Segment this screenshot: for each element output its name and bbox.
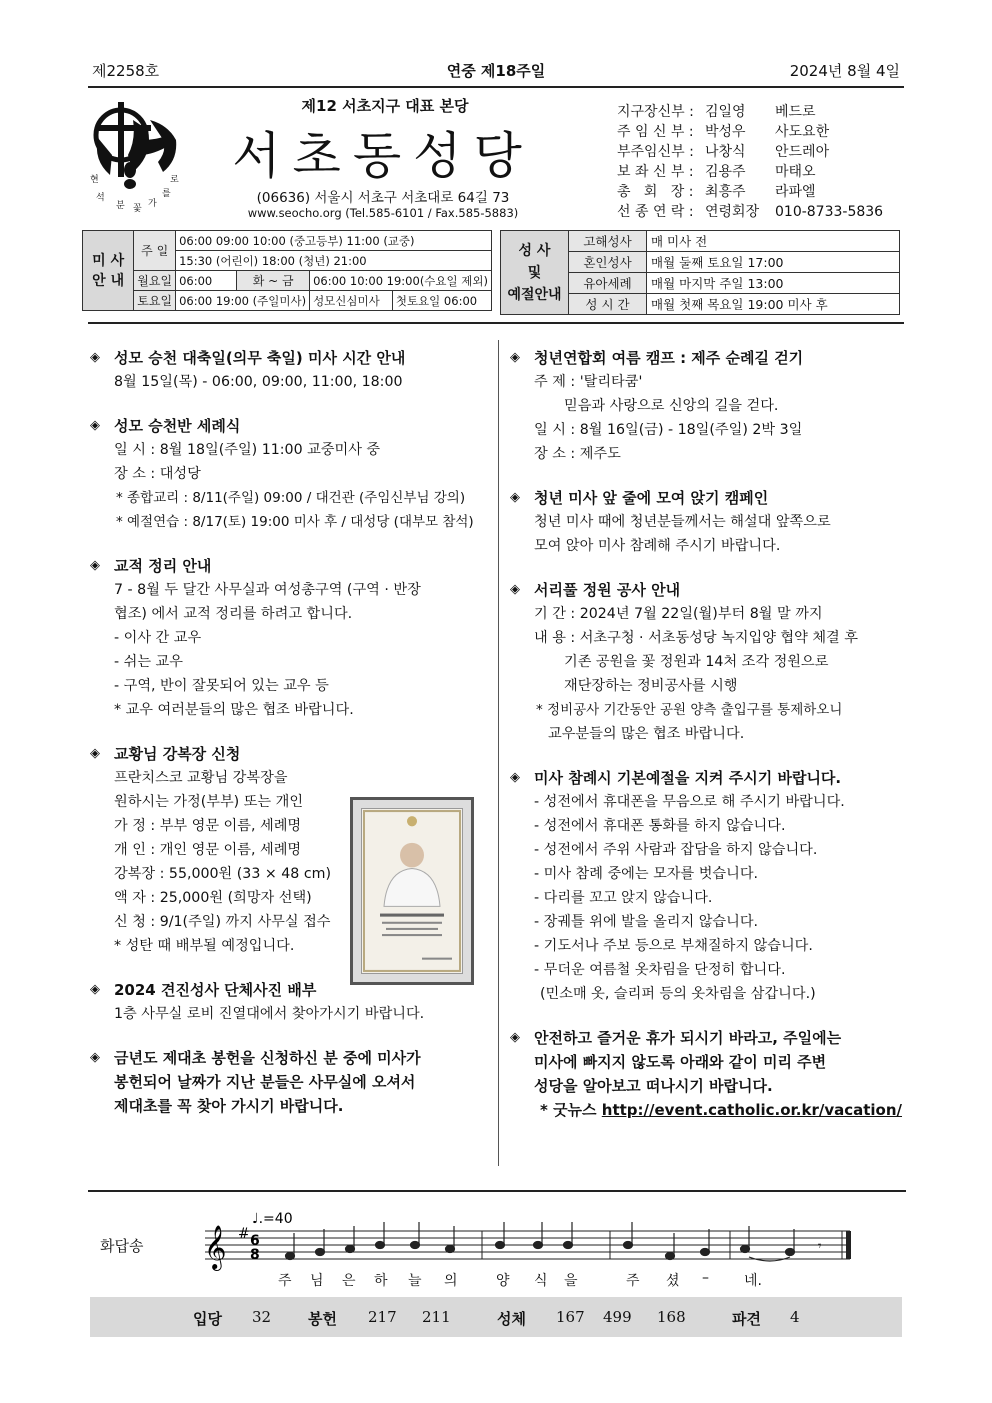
logo-char: 꽃 bbox=[133, 204, 142, 214]
mass-schedule-table bbox=[82, 230, 492, 311]
hymn-numbers-bar bbox=[90, 1297, 902, 1337]
sacrament-type: 유아세례 bbox=[569, 273, 647, 294]
lyric-syllable: 네. bbox=[744, 1273, 762, 1289]
column-divider bbox=[498, 340, 499, 1166]
communion-hymn-1: 167 bbox=[556, 1308, 585, 1326]
liturgical-week: 연중 제18주일 bbox=[446, 62, 546, 80]
diamond-bullet-icon: ◈ bbox=[510, 770, 520, 785]
diamond-bullet-icon: ◈ bbox=[90, 418, 100, 433]
svg-text:6: 6 bbox=[250, 1233, 260, 1249]
logo-char: 분 bbox=[116, 201, 125, 211]
sacrament-type: 고해성사 bbox=[569, 231, 647, 252]
diamond-bullet-icon: ◈ bbox=[90, 982, 100, 997]
sunday-label: 주 일 bbox=[134, 231, 176, 271]
svg-text:𝄞: 𝄞 bbox=[204, 1225, 227, 1269]
notice-youth-front-row: ◈ 청년 미사 앞 줄에 모여 앉기 캠페인 청년 미사 때에 청년분들께서는 해설대 앞쪽으로 모여 앉아 미사 참례해 주시기 바랍니다. bbox=[510, 486, 910, 558]
issue-number: 제2258호 bbox=[92, 62, 160, 80]
notice-vacation: ◈ 안전하고 즐거운 휴가 되시기 바라고, 주일에는 미사에 빠지지 않도록 아래와 같이 미리 주변 성당을 알아보고 떠나시기 바랍니다. * 굿뉴스 http://event.catholic.or.kr/vacation/ bbox=[510, 1026, 910, 1122]
sunday-times-1: 06:00 09:00 10:00 (중고등부) 11:00 (교중) bbox=[176, 231, 492, 251]
diamond-bullet-icon: ◈ bbox=[510, 490, 520, 505]
music-rule bbox=[88, 1190, 906, 1192]
diamond-bullet-icon: ◈ bbox=[90, 746, 100, 761]
notice-confirmation-photo: ◈ 2024 견진성사 단체사진 배부 1층 사무실 로비 진열대에서 찾아가시기 바랍니다. bbox=[90, 978, 490, 1026]
offertory-hymn-2: 211 bbox=[422, 1308, 451, 1326]
sacrament-type: 성 시 간 bbox=[569, 294, 647, 315]
communion-hymn-3: 168 bbox=[657, 1308, 686, 1326]
right-column bbox=[510, 346, 910, 1142]
offertory-label: 봉헌 bbox=[308, 1310, 337, 1328]
saturday-time: 06:00 19:00 (주일미사) bbox=[176, 291, 310, 311]
parish-address: (06636) 서울시 서초구 서초대로 64길 73 bbox=[256, 190, 510, 206]
staff-row: 총 회 장 : 최흥주 라파엘 bbox=[617, 184, 816, 200]
recessional-label: 파견 bbox=[732, 1310, 761, 1328]
logo-char: 석 bbox=[96, 193, 105, 203]
sacrament-info: 매월 첫째 목요일 19:00 미사 후 bbox=[647, 294, 900, 315]
lyric-syllable: 주 bbox=[626, 1273, 640, 1289]
saturday-label: 토요일 bbox=[134, 291, 176, 311]
entrance-label: 입당 bbox=[193, 1310, 222, 1328]
tempo-mark: ♩.=40 bbox=[252, 1211, 293, 1227]
notice-papal-blessing: ◈ 교황님 강복장 신청 프란치스코 교황님 강복장을 원하시는 가정(부부) 또는 개인 가 정 : 부부 영문 이름, 세례명 개 인 : 개인 영문 이름, 세례명 강복장 : 55,000원 (33 × 48 cm) 액 자 : 25,000원 (희망자 선택) 신 청 : 9/1(주일) 까지 사무실 접수 * 성탄 때 배부될 예정입니다. bbox=[90, 742, 490, 958]
sacrament-type: 혼인성사 bbox=[569, 252, 647, 273]
monday-time: 06:00 bbox=[176, 271, 237, 291]
svg-text:#: # bbox=[238, 1226, 250, 1242]
weekday-time: 06:00 10:00 19:00(수요일 제외) bbox=[310, 271, 492, 291]
sacrament-table bbox=[500, 230, 900, 315]
psalm-label: 화답송 bbox=[100, 1237, 144, 1255]
lyric-syllable: – bbox=[702, 1270, 709, 1286]
logo-char: 를 bbox=[162, 189, 171, 199]
lyric-syllable: 식 bbox=[534, 1273, 548, 1289]
diamond-bullet-icon: ◈ bbox=[90, 558, 100, 573]
staff-row: 부주임신부 : 나창식 안드레아 bbox=[617, 144, 830, 160]
diamond-bullet-icon: ◈ bbox=[510, 582, 520, 597]
issue-date: 2024년 8월 4일 bbox=[789, 62, 900, 80]
masthead-title: 서초동성당 bbox=[232, 127, 534, 185]
staff-row: 보 좌 신 부 : 김용주 마태오 bbox=[617, 164, 816, 180]
sacrament-info: 매 미사 전 bbox=[647, 231, 900, 252]
pope-portrait-icon bbox=[362, 809, 462, 973]
diamond-bullet-icon: ◈ bbox=[90, 350, 100, 365]
lyric-syllable: 의 bbox=[444, 1273, 458, 1289]
lyric-syllable: 님 bbox=[310, 1273, 324, 1289]
notice-youth-camp: ◈ 청년연합회 여름 캠프 : 제주 순례길 걷기 주 제 : '탈리타쿰' 믿음과 사랑으로 신앙의 길을 걷다. 일 시 : 8월 16일(금) - 18일(주일) 2박 3일 장 소 : 제주도 bbox=[510, 346, 910, 466]
logo-char: 로 bbox=[170, 175, 179, 185]
communion-label: 성체 bbox=[497, 1310, 526, 1328]
diamond-bullet-icon: ◈ bbox=[510, 1030, 520, 1045]
notice-registry: ◈ 교적 정리 안내 7 - 8월 두 달간 사무실과 여성총구역 (구역 · 반장 협조) 에서 교적 정리를 하려고 합니다. - 이사 간 교우 - 쉬는 교우 - 구역, 반이 잘못되어 있는 교우 등 * 교우 여러분들의 많은 협조 바랍니다. bbox=[90, 554, 490, 722]
weekday-label: 화 ~ 금 bbox=[237, 271, 310, 291]
diamond-bullet-icon: ◈ bbox=[90, 1050, 100, 1065]
notice-mass-etiquette: ◈ 미사 참례시 기본예절을 지켜 주시기 바랍니다. - 성전에서 휴대폰을 무음으로 해 주시기 바랍니다. - 성전에서 휴대폰 통화를 하지 않습니다. - 성전에서 주위 사람과 잡담을 하지 않습니다. - 미사 참례 중에는 모자를 벗습니다. - 다리를 꼬고 앉지 않습니다. - 장궤틀 위에 발을 올리지 않습니다. - 기도서나 주보 등으로 부채질하지 않습니다. - 무더운 여름철 옷차림을 단정히 합니다. (민소매 옷, 슬리퍼 등의 옷차림을 삼갑니다.) bbox=[510, 766, 910, 1006]
staff-list bbox=[617, 102, 883, 222]
masthead-subtitle: 제12 서초지구 대표 본당 bbox=[301, 97, 469, 115]
goodnews-label: * 굿뉴스 bbox=[540, 1101, 597, 1119]
lyric-syllable: 양 bbox=[496, 1273, 510, 1289]
lyric-syllable: 하 bbox=[374, 1273, 388, 1289]
lyric-syllable: 주 bbox=[278, 1273, 292, 1289]
sacrament-info: 매월 마지막 주일 13:00 bbox=[647, 273, 900, 294]
mass-guide-header: 미 사 안 내 bbox=[83, 231, 134, 311]
header-rule bbox=[88, 86, 904, 88]
lyric-syllable: 을 bbox=[564, 1273, 578, 1289]
communion-hymn-2: 499 bbox=[603, 1308, 632, 1326]
marian-mass: 성모신심미사 bbox=[310, 291, 393, 311]
sunday-times-2: 15:30 (어린이) 18:00 (청년) 21:00 bbox=[176, 251, 492, 271]
left-column bbox=[90, 346, 490, 1138]
logo-char: 현 bbox=[90, 175, 99, 185]
notice-baptism: ◈ 성모 승천반 세례식 일 시 : 8월 18일(주일) 11:00 교중미사 중 장 소 : 대성당 * 종합교리 : 8/11(주일) 09:00 / 대건관 (주임신부님 강의) * 예절연습 : 8/17(토) 19:00 미사 후 / 대성당 (대부모 참석) bbox=[90, 414, 490, 534]
parish-logo bbox=[88, 100, 188, 214]
recessional-hymn: 4 bbox=[790, 1308, 800, 1326]
svg-text:𝄾: 𝄾 bbox=[818, 1239, 822, 1254]
section-rule bbox=[88, 322, 904, 324]
staff-row: 주 임 신 부 : 박성우 사도요한 bbox=[617, 124, 830, 140]
logo-char: 가 bbox=[148, 199, 157, 209]
parish-website[interactable]: www.seocho.org (Tel.585-6101 / Fax.585-5883) bbox=[247, 206, 519, 220]
sacrament-info: 매월 둘째 토요일 17:00 bbox=[647, 252, 900, 273]
offertory-hymn-1: 217 bbox=[368, 1308, 397, 1326]
diamond-bullet-icon: ◈ bbox=[510, 350, 520, 365]
issue-header bbox=[92, 60, 900, 86]
psalm-score bbox=[200, 1205, 860, 1279]
svg-text:8: 8 bbox=[250, 1247, 260, 1263]
lyric-syllable: 은 bbox=[342, 1273, 356, 1289]
staff-row: 지구장신부 : 김일영 베드로 bbox=[617, 104, 816, 120]
sacrament-header: 성 사 및 예절안내 bbox=[501, 231, 569, 315]
papal-blessing-image bbox=[350, 797, 474, 985]
notice-assumption-mass: ◈ 성모 승천 대축일(의무 축일) 미사 시간 안내 8월 15일(목) - 06:00, 09:00, 11:00, 18:00 bbox=[90, 346, 490, 394]
entrance-hymn: 32 bbox=[252, 1308, 272, 1326]
staff-row: 선 종 연 락 : 연령회장 010-8733-5836 bbox=[617, 204, 884, 220]
lyric-syllable: 셨 bbox=[666, 1273, 680, 1289]
vacation-link[interactable]: http://event.catholic.or.kr/vacation/ bbox=[601, 1101, 903, 1119]
notice-garden-construction: ◈ 서리풀 정원 공사 안내 기 간 : 2024년 7월 22일(월)부터 8월 말 까지 내 용 : 서초구청 · 서초동성당 녹지입양 협약 체결 후 기존 공원을 꽃 정원과 14처 조각 정원으로 재단장하는 정비공사를 시행 * 정비공사 기간동안 공원 양측 출입구를 통제하오니 교우분들의 많은 협조 바랍니다. bbox=[510, 578, 910, 746]
first-saturday: 첫토요일 06:00 bbox=[392, 291, 491, 311]
lyric-syllable: 늘 bbox=[408, 1273, 422, 1289]
notice-altar-candle: ◈ 금년도 제대초 봉헌을 신청하신 분 중에 미사가 봉헌되어 날짜가 지난 분들은 사무실에 오셔서 제대초를 꼭 찾아 가시기 바랍니다. bbox=[90, 1046, 490, 1118]
monday-label: 월요일 bbox=[134, 271, 176, 291]
music-staff-icon bbox=[200, 1205, 860, 1275]
